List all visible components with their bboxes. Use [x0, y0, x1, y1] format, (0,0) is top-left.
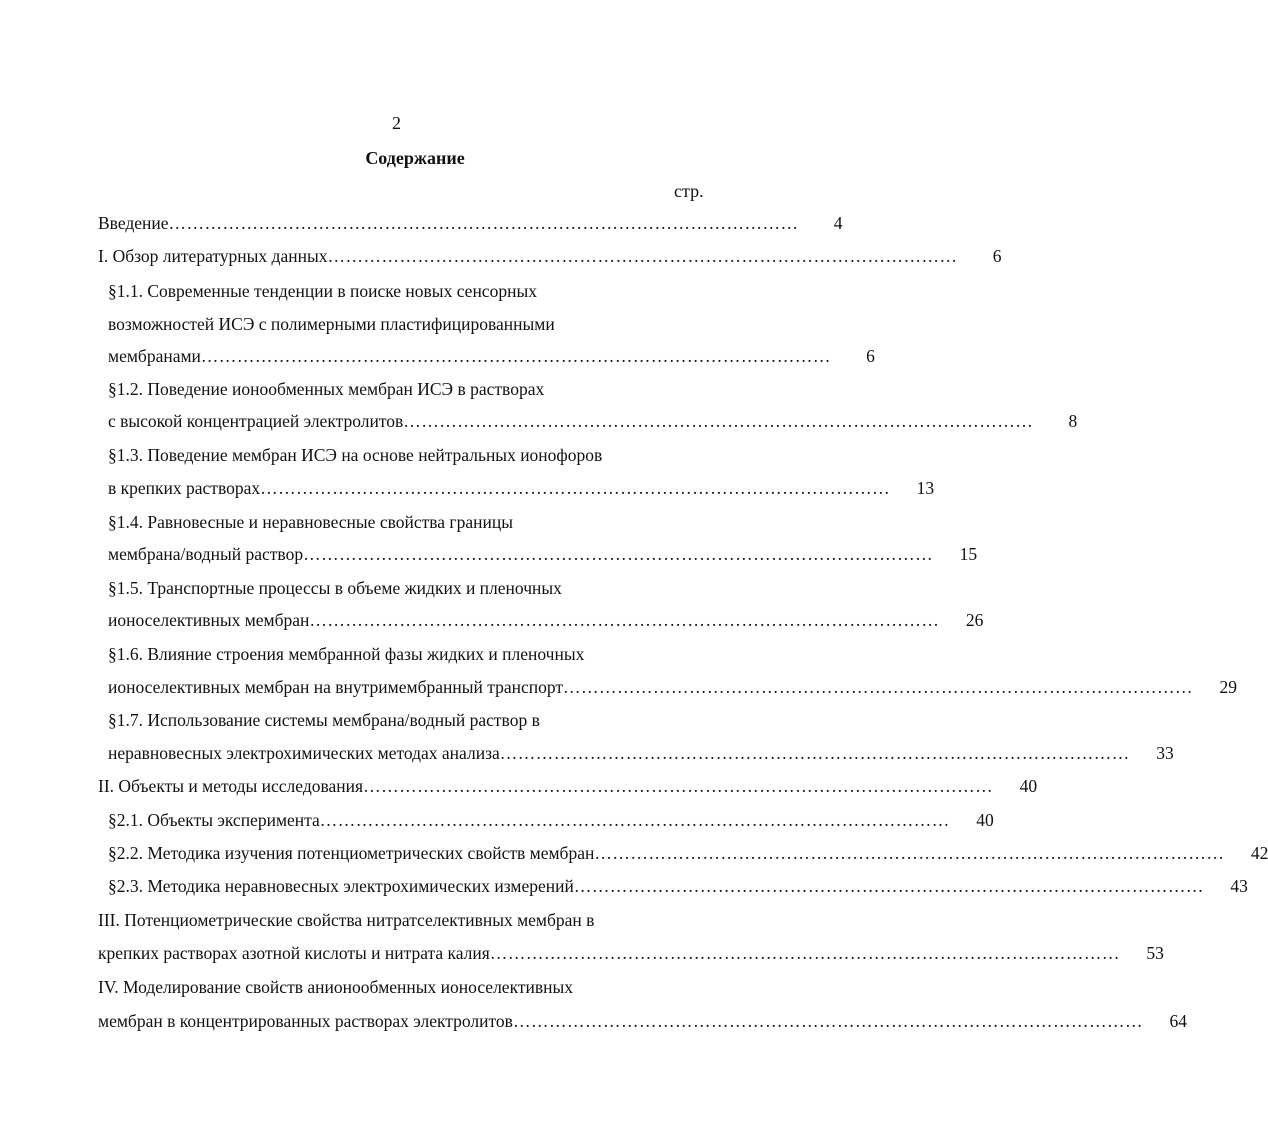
- toc-entry-text: крепких растворах азотной кислоты и нитрата калия: [98, 943, 490, 963]
- toc-entry-text: §2.3. Методика неравновесных электрохимических измерений: [108, 876, 574, 896]
- dot-leader: ……………………………………………………………………………………………: [200, 346, 831, 366]
- toc-entry-text: I. Обзор литературных данных: [98, 246, 328, 266]
- toc-entry-chapter-3: [98, 942, 1164, 964]
- toc-entry-page: 15: [959, 544, 978, 564]
- dot-leader: ……………………………………………………………………………………………: [168, 213, 799, 233]
- toc-entry-page: 8: [1068, 411, 1078, 431]
- toc-entry-1-4-line1: §1.4. Равновесные и неравновесные свойства границы: [108, 512, 513, 532]
- toc-entry-page: 26: [965, 610, 984, 630]
- toc-entry-text: мембранами: [108, 346, 201, 366]
- toc-entry-chapter-4: [98, 1010, 1187, 1032]
- toc-entry-1-3-line1: §1.3. Поведение мембран ИСЭ на основе нейтральных ионофоров: [108, 445, 603, 465]
- toc-entry-1-5-line1: §1.5. Транспортные процессы в объеме жидких и пленочных: [108, 578, 562, 598]
- toc-entry-page: 43: [1230, 876, 1248, 896]
- toc-entry-page: 6: [866, 346, 875, 366]
- toc-entry-1-6-line1: §1.6. Влияние строения мембранной фазы жидких и пленочных: [108, 644, 585, 664]
- toc-entry-text: ионоселективных мембран на внутримембранный транспорт: [108, 677, 564, 697]
- toc-entry-chapter-1: [98, 245, 1002, 267]
- toc-entry-1-7: [108, 742, 1174, 764]
- toc-entry-text: ионоселективных мембран: [108, 610, 310, 630]
- toc-entry-1-1-line1: §1.1. Современные тенденции в поиске новых сенсорных: [108, 281, 537, 301]
- dot-leader: ……………………………………………………………………………………………: [489, 943, 1120, 963]
- dot-leader: ……………………………………………………………………………………………: [319, 810, 950, 830]
- toc-entry-1-1-line2: возможностей ИСЭ с полимерными пластифицированными: [108, 314, 555, 334]
- pages-column-header: стр.: [674, 181, 704, 201]
- toc-entry-page: 40: [1019, 776, 1038, 796]
- dot-leader: ……………………………………………………………………………………………: [327, 246, 958, 266]
- toc-entry-chapter-2: [98, 775, 1038, 797]
- toc-entry-2-2: [108, 842, 1268, 864]
- toc-entry-1-7-line1: §1.7. Использование системы мембрана/водный раствор в: [108, 710, 540, 730]
- dot-leader: ……………………………………………………………………………………………: [499, 743, 1130, 763]
- toc-entry-2-1: [108, 809, 994, 831]
- dot-leader: ……………………………………………………………………………………………: [594, 843, 1225, 863]
- toc-entry-text: II. Объекты и методы исследования: [98, 776, 364, 796]
- dot-leader: ……………………………………………………………………………………………: [260, 478, 891, 498]
- toc-entry-text: в крепких растворах: [108, 478, 261, 498]
- dot-leader: ……………………………………………………………………………………………: [309, 610, 940, 630]
- page-title: Содержание: [365, 148, 465, 168]
- toc-entry-intro: [98, 212, 843, 234]
- toc-entry-1-5: [108, 609, 984, 631]
- toc-entry-text: неравновесных электрохимических методах анализа: [108, 743, 500, 763]
- toc-entry-1-2: [108, 410, 1078, 432]
- dot-leader: ……………………………………………………………………………………………: [303, 544, 934, 564]
- dot-leader: ……………………………………………………………………………………………: [363, 776, 994, 796]
- page-number: 2: [392, 113, 401, 133]
- toc-entry-page: 53: [1146, 943, 1164, 963]
- toc-entry-page: 4: [833, 213, 843, 233]
- toc-entry-1-2-line1: §1.2. Поведение ионообменных мембран ИСЭ в растворах: [108, 379, 545, 399]
- toc-entry-page: 6: [992, 246, 1002, 266]
- toc-entry-chapter-3-line1: III. Потенциометрические свойства нитратселективных мембран в: [98, 910, 595, 930]
- toc-entry-page: 42: [1250, 843, 1268, 863]
- toc-entry-page: 13: [916, 478, 935, 498]
- toc-entry-1-6: [108, 676, 1238, 698]
- dot-leader: ……………………………………………………………………………………………: [403, 411, 1034, 431]
- toc-entry-text: мембрана/водный раствор: [108, 544, 304, 564]
- toc-entry-page: 33: [1156, 743, 1174, 763]
- toc-entry-page: 40: [976, 810, 994, 830]
- toc-entry-text: с высокой концентрацией электролитов: [108, 411, 404, 431]
- dot-leader: ……………………………………………………………………………………………: [573, 876, 1204, 896]
- dot-leader: ……………………………………………………………………………………………: [512, 1011, 1143, 1031]
- toc-entry-text: Введение: [98, 213, 169, 233]
- toc-entry-page: 64: [1169, 1011, 1187, 1031]
- toc-entry-1-3: [108, 477, 935, 499]
- toc-entry-chapter-4-line1: IV. Моделирование свойств анионообменных ионоселективных: [98, 977, 573, 997]
- toc-entry-1-4: [108, 543, 978, 565]
- toc-entry-text: мембран в концентрированных растворах электролитов: [98, 1011, 513, 1031]
- toc-entry-text: §2.1. Объекты эксперимента: [108, 810, 320, 830]
- toc-entry-1-1: [108, 345, 875, 367]
- toc-entry-text: §2.2. Методика изучения потенциометрических свойств мембран: [108, 843, 595, 863]
- toc-entry-page: 29: [1219, 677, 1238, 697]
- dot-leader: ……………………………………………………………………………………………: [563, 677, 1194, 697]
- toc-entry-2-3: [108, 875, 1248, 897]
